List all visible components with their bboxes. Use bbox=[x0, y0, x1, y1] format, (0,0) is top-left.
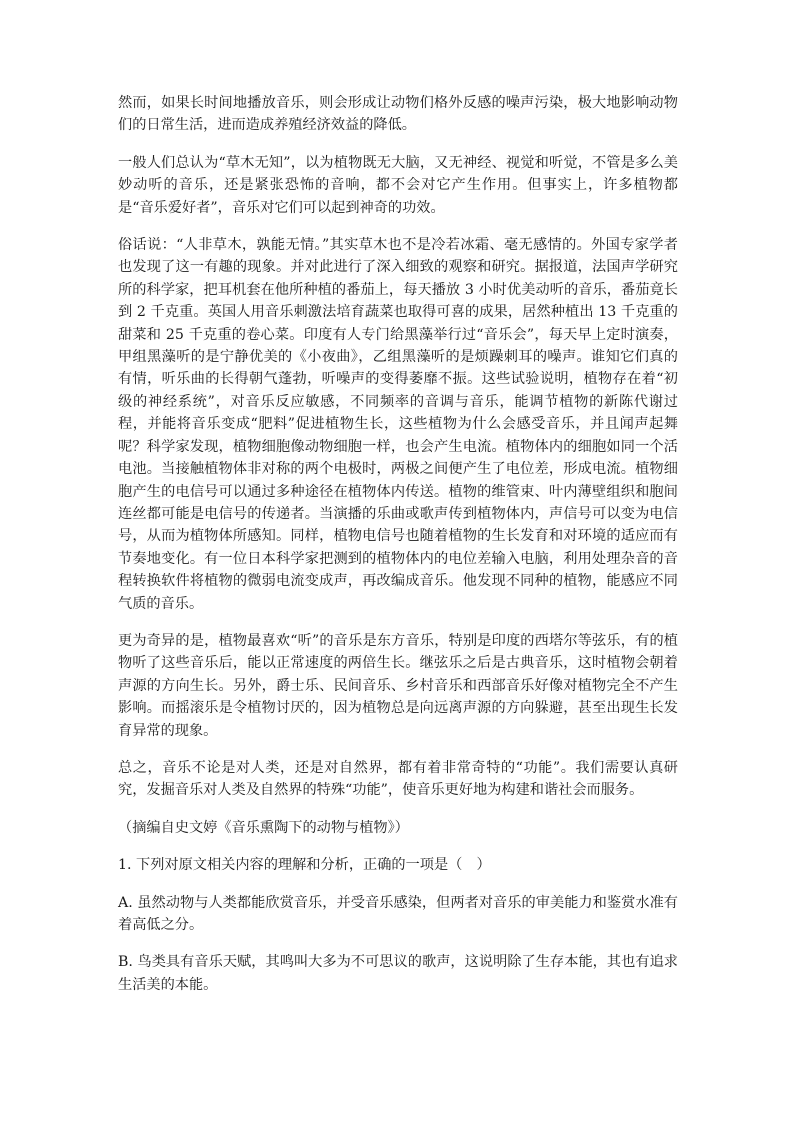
paragraph-oriental-music: 更为奇异的是，植物最喜欢“听”的音乐是东方音乐，特别是印度的西塔尔等弦乐，有的植物听了这些音乐后，能以正常速度的两倍生长。继弦乐之后是古典音乐，这时植物会朝着声源的方向生长。另外，爵士乐、民间音乐、乡村音乐和西部音乐好像对植物完全不产生影响。而摇滚乐是令植物讨厌的，因为植物总是向远离声源的方向躲避，甚至出现生长发育异常的现象。 bbox=[118, 632, 678, 739]
document-page bbox=[118, 92, 678, 1011]
paragraph-conclusion: 总之，音乐不论是对人类，还是对自然界，都有着非常奇特的“功能”。我们需要认真研究，发掘音乐对人类及自然界的特殊“功能”，使音乐更好地为构建和谐社会而服务。 bbox=[118, 759, 678, 799]
paragraph-noise-pollution: 然而，如果长时间地播放音乐，则会形成让动物们格外反感的噪声污染，极大地影响动物们的日常生活，进而造成养殖经济效益的降低。 bbox=[118, 95, 678, 134]
paragraph-plants-music-lovers: 一般人们总认为“草木无知”，以为植物既无大脑，又无神经、视觉和听觉，不管是多么美妙动听的音乐，还是紧张恐怖的音响，都不会对它产生作用。但事实上，许多植物都是“音乐爱好者”，音乐对它们可以起到神奇的功效。 bbox=[118, 154, 678, 216]
question-1: 1. 下列对原文相关内容的理解和分析，正确的一项是（ ） bbox=[118, 857, 491, 874]
source-citation: （摘编自史文婷《音乐熏陶下的动物与植物》） bbox=[118, 819, 409, 836]
option-b: B. 鸟类具有音乐天赋，其鸣叫大多为不可思议的歌声，这说明除了生存本能，其也有追求生活美的本能。 bbox=[118, 954, 678, 993]
option-a: A. 虽然动物与人类都能欣赏音乐，并受音乐感染，但两者对音乐的审美能力和鉴赏水准有着高低之分。 bbox=[118, 894, 678, 933]
paragraph-plant-experiments: 俗话说：“人非草木，孰能无情。”其实草木也不是冷若冰霜、毫无感情的。外国专家学者也发现了这一有趣的现象。并对此进行了深入细致的观察和研究。据报道，法国声学研究所的科学家，把耳机套在他所种植的番茄上，每天播放 3 小时优美动听的音乐，番茄竟长到 2 千克重。英国人用音乐刺激法培育蔬菜也取得可喜的成果，居然种植出 13 千克重的甜菜和 25 千克重的卷心菜。印度有人专门给黑藻举行过“音乐会”，每天早上定时演奏，甲组黑藻听的是宁静优美的《小夜曲》，乙组黑藻听的是烦躁刺耳的噪声。谁知它们真的有情，听乐曲的长得朝气蓬勃，听噪声的变得萎靡不振。这些试验说明，植物存在着“初级的神经系统”，对音乐反应敏感，不同频率的音调与音乐，能调节植物的新陈代谢过程，并能将音乐变成“肥料”促进植物生长，这些植物为什么会感受音乐，并且闻声起舞呢？科学家发现，植物细胞像动物细胞一样，也会产生电流。植物体内的细胞如同一个活电池。当接触植物体非对称的两个电极时，两极之间便产生了电位差，形成电流。植物细胞产生的电信号可以通过多种途径在植物体内传送。植物的维管束、叶内薄壁组织和胞间连丝都可能是电信号的传递者。当演播的乐曲或歌声传到植物体内，声信号可以变为电信号，从而为植物体所感知。同样，植物电信号也随着植物的生长发育和对环境的适应而有节奏地变化。有一位日本科学家把测到的植物体内的电位差输入电脑，利用处理杂音的音程转换软件将植物的微弱电流变成声，再改编成音乐。他发现不同种的植物，能感应不同气质的音乐。 bbox=[118, 237, 678, 612]
